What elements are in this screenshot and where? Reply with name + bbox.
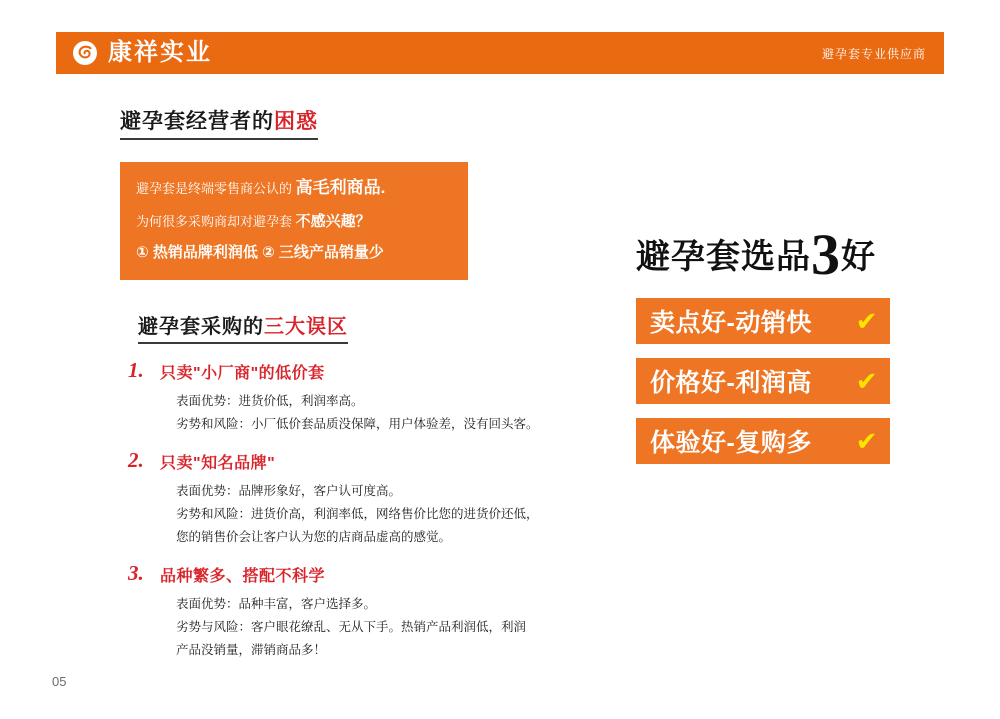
mistake-item-2-line-1: 表面优势：品牌形象好，客户认可度高。	[176, 484, 402, 499]
callout-line-3: ① 热销品牌利润低 ② 三线产品销量少	[136, 244, 384, 262]
benefit-bar-1-label: 卖点好-动销快	[650, 309, 812, 337]
right-content-column	[636, 222, 936, 464]
section-title-mistakes-highlight: 三大误区	[264, 316, 348, 339]
mistake-item-3-number: 3.	[128, 561, 144, 586]
mistake-item-1-line-1: 表面优势：进货价低，利润率高。	[176, 394, 364, 409]
mistake-item-3	[120, 563, 600, 660]
header-bar	[56, 32, 944, 74]
check-icon: ✔	[855, 426, 878, 456]
left-content-column	[120, 105, 600, 662]
check-icon: ✔	[855, 306, 878, 336]
mistake-item-1-body	[160, 391, 600, 434]
section-title-confusion-plain: 避孕套经营者的	[120, 110, 274, 133]
benefit-bar-2	[636, 358, 890, 404]
mistake-item-3-line-1: 表面优势：品种丰富，客户选择多。	[176, 597, 377, 612]
benefit-bar-1	[636, 298, 890, 344]
mistake-item-2-line-3: 您的销售价会让客户认为您的店商品虚高的感觉。	[176, 529, 452, 544]
benefit-bar-2-label: 价格好-利润高	[650, 369, 812, 397]
mistake-item-2-line-2: 劣势和风险：进货价高，利润率低，网络售价比您的进货价还低，	[176, 507, 539, 522]
callout-line-2	[136, 211, 452, 233]
right-headline-suffix: 好	[841, 238, 876, 276]
spiral-logo-icon	[72, 40, 98, 66]
section-title-mistakes-plain: 避孕套采购的	[138, 316, 264, 339]
section-title-confusion-highlight: 困惑	[274, 110, 318, 133]
section-title-confusion	[120, 105, 318, 140]
callout-line-2-big: 不感兴趣？	[295, 212, 371, 230]
mistake-item-3-body	[160, 594, 600, 660]
callout-line-1-small: 避孕套是终端零售商公认的	[136, 181, 293, 196]
right-headline-prefix: 避孕套选品	[636, 238, 811, 276]
mistake-item-2-body	[160, 481, 600, 547]
callout-box	[120, 162, 468, 280]
mistake-item-2-number: 2.	[128, 448, 144, 473]
callout-line-1-big: 高毛利商品.	[295, 178, 386, 197]
mistake-item-1-line-2: 劣势和风险：小厂低价套品质没保障，用户体验差，没有回头客。	[176, 416, 539, 431]
mistake-item-1-heading: 只卖"小厂商"的低价套	[160, 365, 325, 383]
header-tagline: 避孕套专业供应商	[821, 46, 926, 61]
mistake-item-3-heading: 品种繁多、搭配不科学	[160, 568, 326, 586]
mistake-item-1	[120, 360, 600, 434]
check-icon: ✔	[855, 366, 878, 396]
mistake-item-3-line-3: 产品没销量，滞销商品多！	[176, 642, 327, 657]
mistake-item-2	[120, 450, 600, 547]
mistake-item-2-heading: 只卖"知名品牌"	[160, 455, 276, 473]
callout-line-2-small: 为何很多采购商却对避孕套	[136, 213, 293, 229]
mistake-item-1-number: 1.	[128, 358, 144, 383]
benefit-bar-3	[636, 418, 890, 464]
right-headline	[636, 222, 936, 287]
benefit-bar-3-label: 体验好-复购多	[650, 429, 812, 457]
page-number: 05	[52, 674, 67, 689]
right-headline-number: 3	[811, 222, 841, 287]
brand-name: 康祥实业	[108, 39, 212, 66]
mistake-item-3-line-2: 劣势与风险：客户眼花缭乱、无从下手。热销产品利润低，利润	[176, 619, 527, 634]
section-title-mistakes	[138, 310, 348, 344]
callout-line-1	[136, 176, 452, 201]
